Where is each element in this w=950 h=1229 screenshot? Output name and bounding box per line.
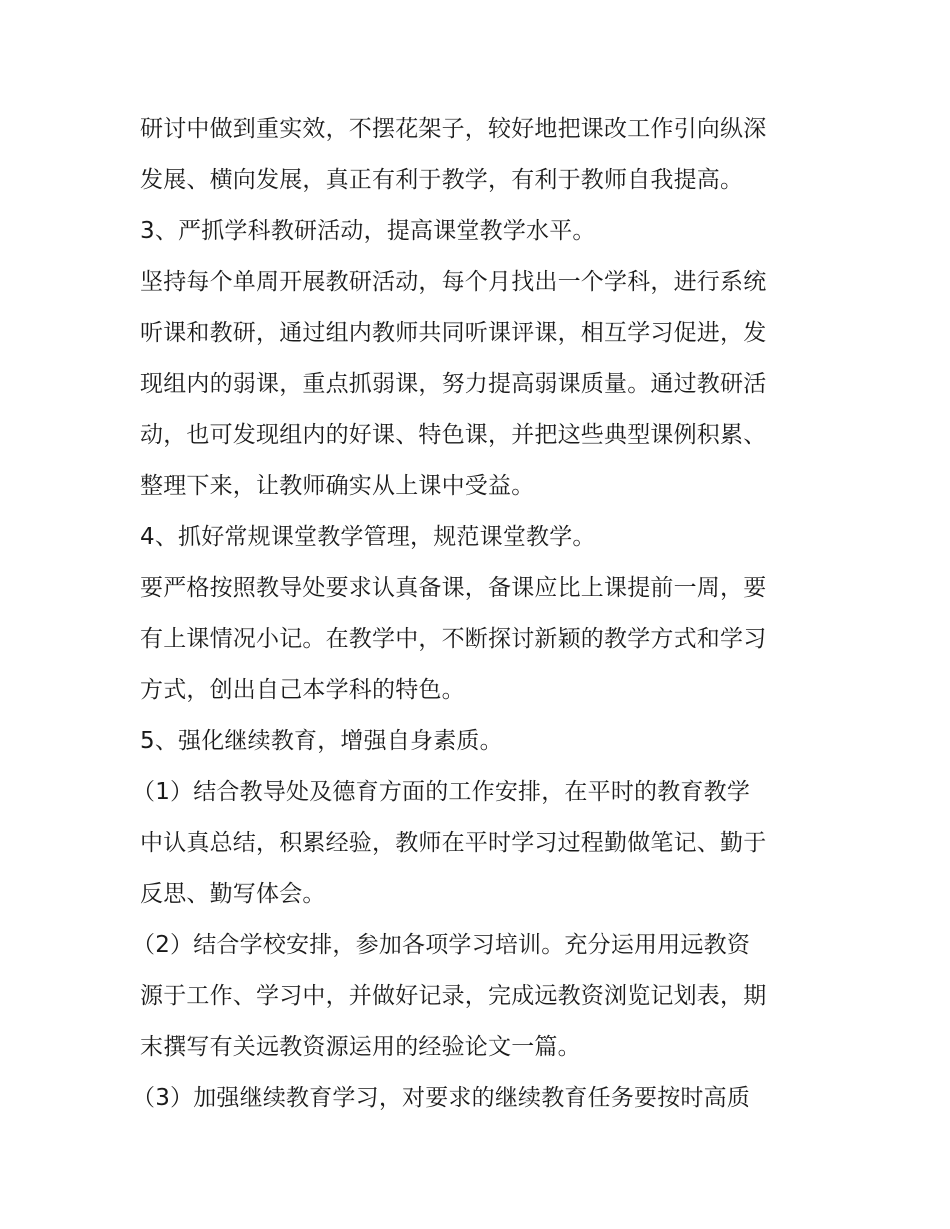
text-line: 要严格按照教导处要求认真备课，备课应比上课提前一周，要	[140, 575, 767, 601]
section-heading: 3、严抓学科教研活动，提高课堂教学水平。	[140, 218, 596, 244]
text-line: 中认真总结，积累经验，教师在平时学习过程勤做笔记、勤于	[140, 830, 767, 856]
list-item: （2）结合学校安排，参加各项学习培训。充分运用用远教资	[132, 932, 751, 958]
text-line: 听课和教研，通过组内教师共同听课评课，相互学习促进，发	[140, 320, 767, 346]
section-heading: 5、强化继续教育，增强自身素质。	[140, 728, 503, 754]
text-line: 现组内的弱课，重点抓弱课，努力提高弱课质量。通过教研活	[140, 371, 767, 397]
section-heading: 4、抓好常规课堂教学管理，规范课堂教学。	[140, 524, 596, 550]
text-line: 坚持每个单周开展教研活动，每个月找出一个学科，进行系统	[140, 269, 767, 295]
list-item: （1）结合教导处及德育方面的工作安排，在平时的教育教学	[132, 779, 751, 805]
text-line: 方式，创出自己本学科的特色。	[140, 677, 465, 703]
text-line: 源于工作、学习中，并做好记录，完成远教资浏览记划表，期	[140, 983, 767, 1009]
document-body	[132, 104, 815, 1124]
text-line: 有上课情况小记。在教学中，不断探讨新颖的教学方式和学习	[140, 626, 767, 652]
text-line: 末撰写有关远教资源运用的经验论文一篇。	[140, 1034, 581, 1060]
text-line: 整理下来，让教师确实从上课中受益。	[140, 473, 535, 499]
list-item: （3）加强继续教育学习，对要求的继续教育任务要按时高质	[132, 1085, 751, 1111]
text-line: 动，也可发现组内的好课、特色课，并把这些典型课例积累、	[140, 422, 767, 448]
text-line: 研讨中做到重实效，不摆花架子，较好地把课改工作引向纵深	[140, 116, 767, 142]
text-line: 反思、勤写体会。	[140, 881, 326, 907]
text-line: 发展、横向发展，真正有利于教学，有利于教师自我提高。	[140, 167, 744, 193]
